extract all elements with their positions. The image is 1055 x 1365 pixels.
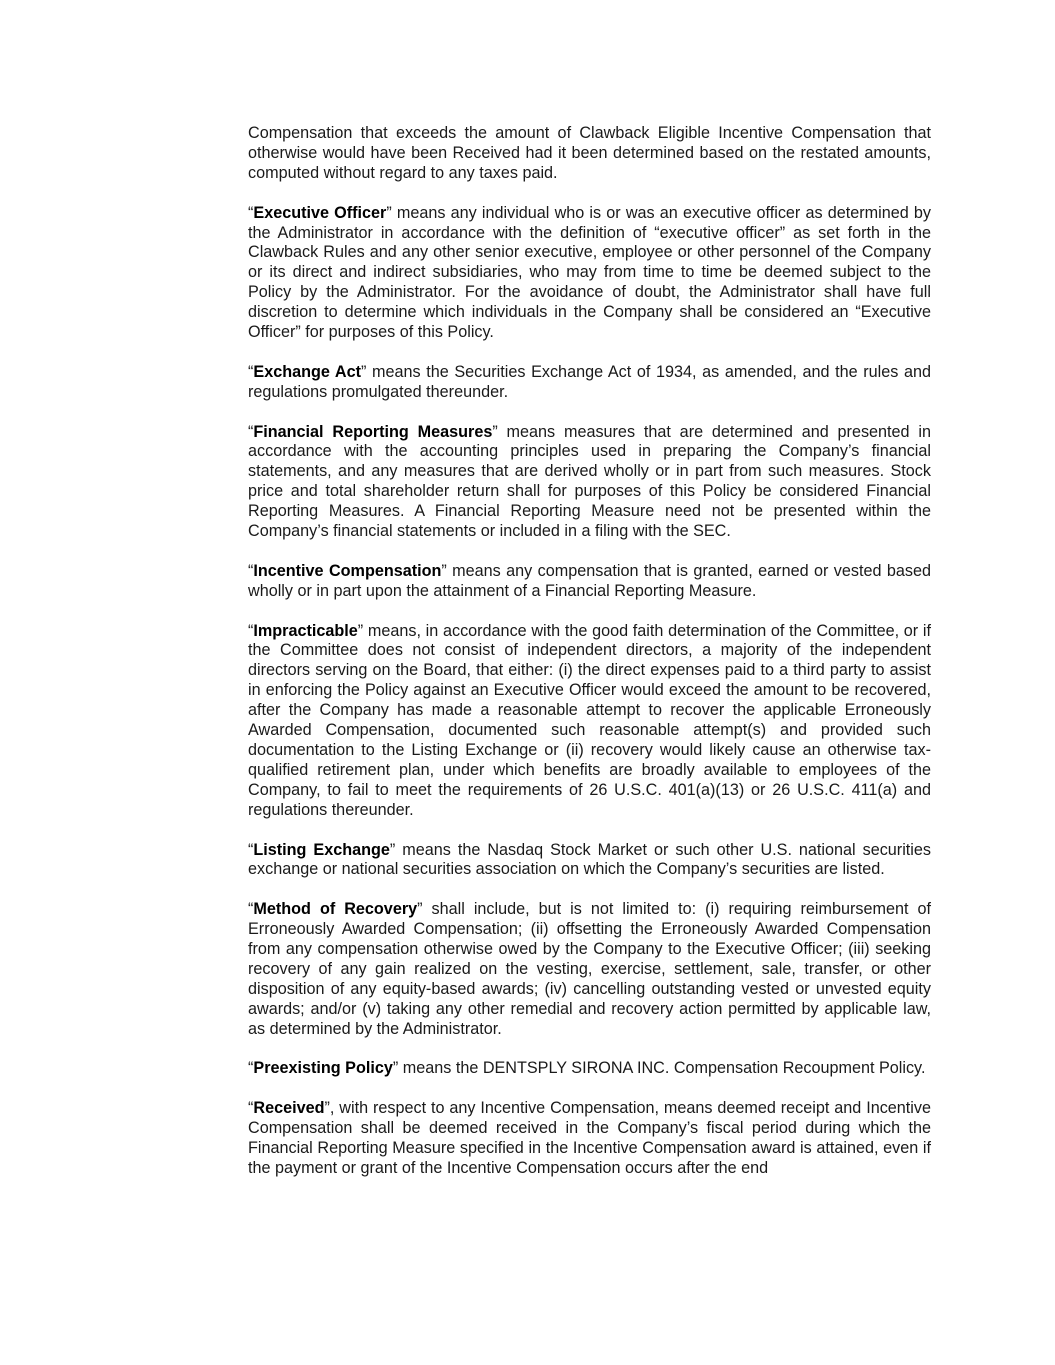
definition-preexisting-policy: “Preexisting Policy” means the DENTSPLY SIRONA INC. Compensation Recoupment Policy. [248,1059,926,1078]
definition-impracticable: “Impracticable” means, in accordance with the good faith determination of the Committee, or if the Committee does not consist of independent directors, a majority of the independent directors serving on the Board, that either: (i) the direct expenses paid to a third party to assist in enforcing the Policy against an Executive Officer would exceed the amount to be recovered, after the Company has made a reasonable attempt to recover the applicable Erroneously Awarded Compensation, documented such reasonable attempt(s) and provided such documentation to the Listing Exchange or (ii) recovery would likely cause an otherwise tax-qualified retirement plan, under which benefits are broadly available to employees of the Company, to fail to meet the requirements of 26 U.S.C. 401(a)(13) or 26 U.S.C. 411(a) and regulations thereunder. [248,621,931,819]
definition-financial-reporting-measures: “Financial Reporting Measures” means measures that are determined and presented in accordance with the accounting principles used in preparing the Company’s financial statements, and any measures that are derived wholly or in part from such measures. Stock price and total shareholder return shall for purposes of this Policy be considered Financial Reporting Measures. A Financial Reporting Measure need not be presented within the Company’s financial statements or included in a filing with the SEC. [248,422,931,541]
defined-term: Incentive Compensation [253,561,442,580]
definition-method-of-recovery: “Method of Recovery” shall include, but is not limited to: (i) requiring reimbursement of Erroneously Awarded Compensation; (ii) offsetting the Erroneously Awarded Compensation from any compensation otherwise owed by the Company to the Executive Officer; (iii) seeking recovery of any gain realized on the vesting, exercise, settlement, sale, transfer, or other disposition of any equity-based awards; (iv) cancelling outstanding vested or unvested equity awards; and/or (v) taking any other remedial and recovery action permitted by applicable law, as determined by the Administrator. [248,900,931,1038]
paragraph-continuation: Compensation that exceeds the amount of Clawback Eligible Incentive Compensation that otherwise would have been Received had it been determined based on the restated amounts, computed without regard to any taxes paid. [248,124,931,182]
definition-listing-exchange: “Listing Exchange” means the Nasdaq Stock Market or such other U.S. national securities exchange or national securities association on which the Company’s securities are listed. [248,840,931,879]
definition-received: “Received”, with respect to any Incentive Compensation, means deemed receipt and Incentive Compensation shall be deemed received in the Company’s fiscal period during which the Financial Reporting Measure specified in the Incentive Compensation award is attained, even if the payment or grant of the Incentive Compensation occurs after the end [248,1099,931,1177]
definition-executive-officer: “Executive Officer” means any individual who is or was an executive officer as determined by the Administrator in accordance with the definition of “executive officer” as set forth in the Clawback Rules and any other senior executive, employee or other personnel of the Company or its direct and indirect subsidiaries, who may from time to time be deemed subject to the Policy by the Administrator. For the avoidance of doubt, the Administrator shall have full discretion to determine which individuals in the Company shall be considered an “Executive Officer” for purposes of this Policy. [248,203,931,342]
defined-term: Financial Reporting Measures [253,422,493,441]
defined-term: Received [253,1099,325,1118]
definition-incentive-compensation: “Incentive Compensation” means any compensation that is granted, earned or vested based wholly or in part upon the attainment of a Financial Reporting Measure. [248,561,931,600]
defined-term: Preexisting Policy [253,1059,393,1078]
defined-term: Impracticable [253,621,358,640]
defined-term: Executive Officer [253,203,387,222]
defined-term: Method of Recovery [253,900,418,919]
definition-exchange-act: “Exchange Act” means the Securities Exchange Act of 1934, as amended, and the rules and regulations promulgated thereunder. [248,362,931,401]
defined-term: Exchange Act [253,362,361,381]
document-page [248,124,931,1199]
defined-term: Listing Exchange [253,840,390,859]
